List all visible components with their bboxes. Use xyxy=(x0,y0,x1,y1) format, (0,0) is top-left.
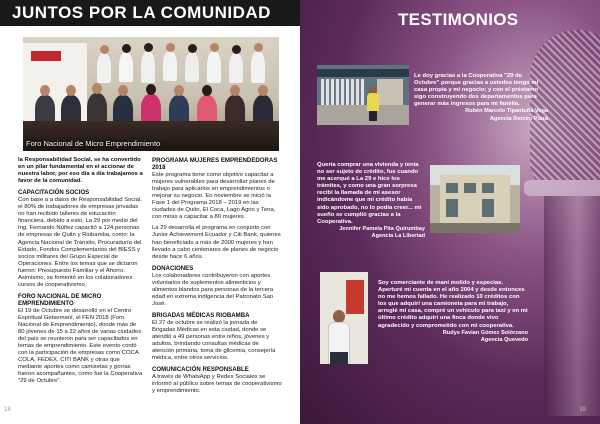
left-column xyxy=(18,157,144,389)
intro-text: la Responsabilidad Social, se ha convertido en un pilar fundamental en el accionar de nuestra labor, por eso día a día trabajamos a favor de la comunidad. xyxy=(18,157,143,185)
paragraph-comunicacion: A través de WhatsApp y Redes Sociales se informó al público sobre temas de cooperativismo y emprendimiento. xyxy=(152,374,282,395)
heading-capacitacion: CAPACITACIÓN SOCIOS xyxy=(18,189,90,197)
heading-comunicacion: COMUNICACIÓN RESPONSABLE xyxy=(152,366,249,374)
testimonial-1-photo xyxy=(317,65,409,125)
event-photo xyxy=(23,37,279,151)
paragraph-programa-2: La 29 desarrolla el programa en conjunto con Junior Achievement Ecuador y Citi Bank, quienes han beneficiado a más de 2000 mujeres y han llevado a cabo centenares de planes de negocio desde hace 6 años. xyxy=(152,225,281,260)
testimonial-3-agency: Agencia Quevedo xyxy=(480,336,528,343)
right-page xyxy=(300,0,600,424)
testimonial-1 xyxy=(414,73,548,123)
paragraph-brigadas: El 27 de octubre se realizó la jornada de Brigadas Médicas en esta ciudad, donde se atendió a 49 personas entre niños, jóvenes y adultos, brindando consultas médicas de atención primaria, toma de glicemia, consejería médica, entre otros servicios. xyxy=(152,319,276,362)
heading-donaciones: DONACIONES xyxy=(152,264,194,272)
heading-brigadas: BRIGADAS MÉDICAS RIOBAMBA xyxy=(152,311,250,319)
heading-programa: PROGRAMA MUJERES EMPRENDEDORAS 2018 xyxy=(152,157,278,172)
testimonial-2-name: Jennifer Pamela Pita Quirumbay xyxy=(339,225,425,232)
testimonial-2-agency: Agencia La Libertad xyxy=(371,232,425,239)
testimonials-title: TESTIMONIOS xyxy=(398,10,519,29)
paragraph-donaciones: Los colaboradores contribuyeron con aportes voluntarios de suplementos alimenticios y alimentos blandos para personas de la tercera edad en extrema indigencia del Patronato San José. xyxy=(152,272,274,307)
paragraph-programa-1: Este programa tiene como objetivo capacitar a mujeres vulnerables para desarrollar planes de trabajo para aplicarlos en emprendimientos o mejorar su negocio. En noviembre se inició la Fase 1 del Programa 2018 – 2019 en las ciudades de Quito, El Coca, Lago Agrio y Tena, con miras a capacitar a 80 mujeres. xyxy=(152,172,276,221)
testimonial-3-photo xyxy=(320,272,368,364)
heading-foro: FORO NACIONAL DE MICRO EMPRENDIMIENTO xyxy=(18,292,102,307)
testimonial-3-quote: Soy comerciante de maní molido y especias. Aperturé mi cuenta en el año 2004 y desde entonces no me hemos fallado. He realizado 10 créditos con los que adquirí una camioneta para mi trabajo, arreglé mi casa, compré un vehículo para taxi y en mi último crédito adquirí una finca donde vivo agradecido y comprometido con mi cooperativa. xyxy=(378,280,528,329)
page-number-left: 18 xyxy=(4,407,11,413)
paragraph-capacitacion: Con base a a datos de Responsabilidad Social, el 80% de trabajadores de empresas privadas no han recibido talleres de educación financiera, debido a esto, La 29 por medio del Ing. Fernando Núñez capacitó a 124 personas de empresas de Quito y Riobamba, como: la Agencia Nacional de Tránsito, Procuraduría del Estado, Fondos Complementarios del BIESS y socios militares del Grupo Especial de Operaciones. Entre los temas que se dictaron fueron: Presupuesto Familiar y el Ahorro. Asimismo, se fomentó en los colaboradores cursos de cooperativismo. xyxy=(18,197,142,288)
testimonial-1-agency: Agencia Recreo Plaza xyxy=(489,115,548,122)
testimonial-2-photo xyxy=(430,165,520,233)
paragraph-foro: El 19 de Octubre se desarrolló en el Centro Espiritual Getsemaní, el FEN 2018 (Foro Nacional de Emprendimiento), donde más de 80 jóvenes de 15 a 22 años de varias ciudades del país se reunieron para ser capacitados en temas de emprendimiento. Este evento contó con la participación de empresas como COCA COLA, FEDEX, CITI BANK y otras que mediante aportes como camisetas y gorras fueron acompañantes, como fue la Cooperativa "29 de Octubre". xyxy=(18,307,143,385)
testimonial-3 xyxy=(378,280,528,344)
testimonial-2-quote: Quería comprar una vivienda y tenía no ser sujeto de crédito, fue cuando me acerqué a La 29 e hice los trámites, y como una gran sorpresa recibí la llamada de mi asesor indicándome que mi crédito había sido aprobado, no lo podía creer... mi sueño se cumplió gracias a la Cooperativa. xyxy=(317,162,422,225)
right-column xyxy=(152,157,282,399)
section-title: JUNTOS POR LA COMUNIDAD xyxy=(12,3,271,22)
testimonial-2 xyxy=(317,162,425,240)
photo-caption: Foro Nacional de Micro Emprendimiento xyxy=(26,139,161,148)
testimonial-1-quote: Le doy gracias a la Cooperativa "29 de Octubre" porque gracias a ustedes tengo mi casa propia y mi negocio; y con el préstamo sigo construyendo dos departamentos para generar más ingresos para mi familia. xyxy=(414,73,539,108)
page-number-right: 19 xyxy=(579,407,586,413)
section-header xyxy=(0,0,300,26)
testimonial-1-name: Rubén Marcelo Tipantuña Vega xyxy=(465,108,548,115)
testimonial-3-name: Rudys Favian Gómez Solórzano xyxy=(442,329,528,336)
